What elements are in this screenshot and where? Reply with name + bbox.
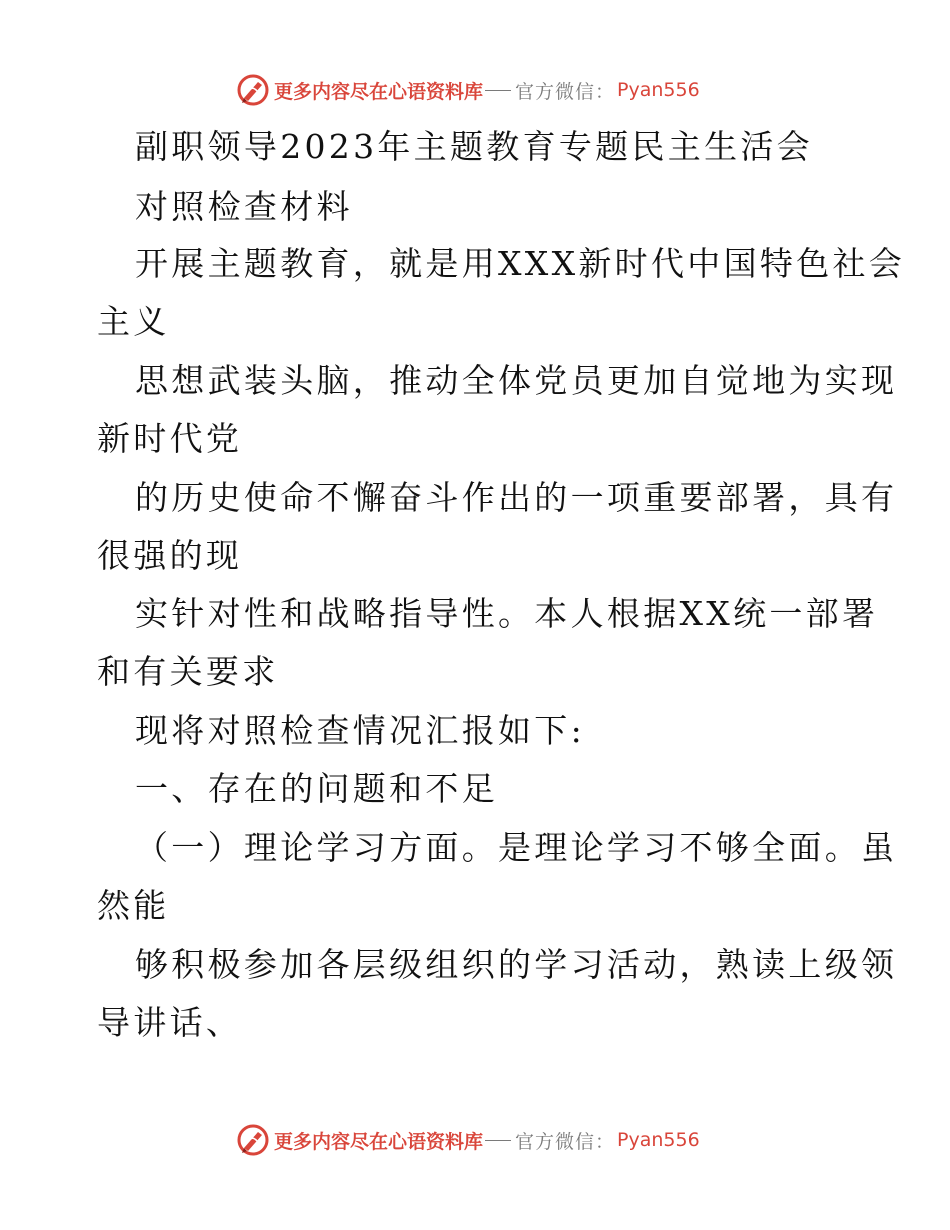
watermark-label: 官方微信： (515, 1130, 616, 1153)
paragraph-line: 现将对照检查情况汇报如下: (135, 711, 586, 750)
paragraph-line: 思想武装头脑，推动全体党员更加自觉地为实现 (135, 361, 898, 400)
subsection-heading: （一）理论学习方面。是理论学习不够全面。虽 (135, 828, 898, 867)
doc-title-line-1: 副职领导2023年主题教育专题民主生活会 (135, 127, 813, 166)
paragraph-line: 很强的现 (97, 536, 243, 575)
pen-logo-icon (236, 73, 270, 107)
paragraph-line: 导讲话、 (97, 1003, 243, 1042)
footer-watermark (236, 1122, 700, 1158)
doc-title-line-2: 对照检查材料 (135, 187, 353, 226)
watermark-dash (485, 90, 511, 91)
paragraph-line: 然能 (97, 886, 170, 925)
pen-logo-icon (236, 1123, 270, 1157)
watermark-brand: 更多内容尽在心语资料库 (274, 80, 484, 103)
paragraph-line: 的历史使命不懈奋斗作出的一项重要部署，具有 (135, 478, 898, 517)
section-heading: 一、存在的问题和不足 (135, 769, 498, 808)
paragraph-line: 和有关要求 (97, 652, 279, 691)
watermark-wechat-id: Pyan556 (617, 79, 700, 101)
paragraph-line: 实针对性和战略指导性。本人根据XX统一部署 (135, 594, 879, 633)
paragraph-line: 开展主题教育，就是用XXX新时代中国特色社会 (135, 244, 906, 283)
paragraph-line: 够积极参加各层级组织的学习活动，熟读上级领 (135, 945, 898, 984)
watermark-brand: 更多内容尽在心语资料库 (274, 1130, 484, 1153)
watermark-wechat-id: Pyan556 (617, 1129, 700, 1151)
header-watermark (236, 72, 700, 108)
paragraph-line: 主义 (97, 302, 170, 341)
watermark-label: 官方微信： (515, 80, 616, 103)
watermark-dash (485, 1140, 511, 1141)
paragraph-line: 新时代党 (97, 419, 243, 458)
